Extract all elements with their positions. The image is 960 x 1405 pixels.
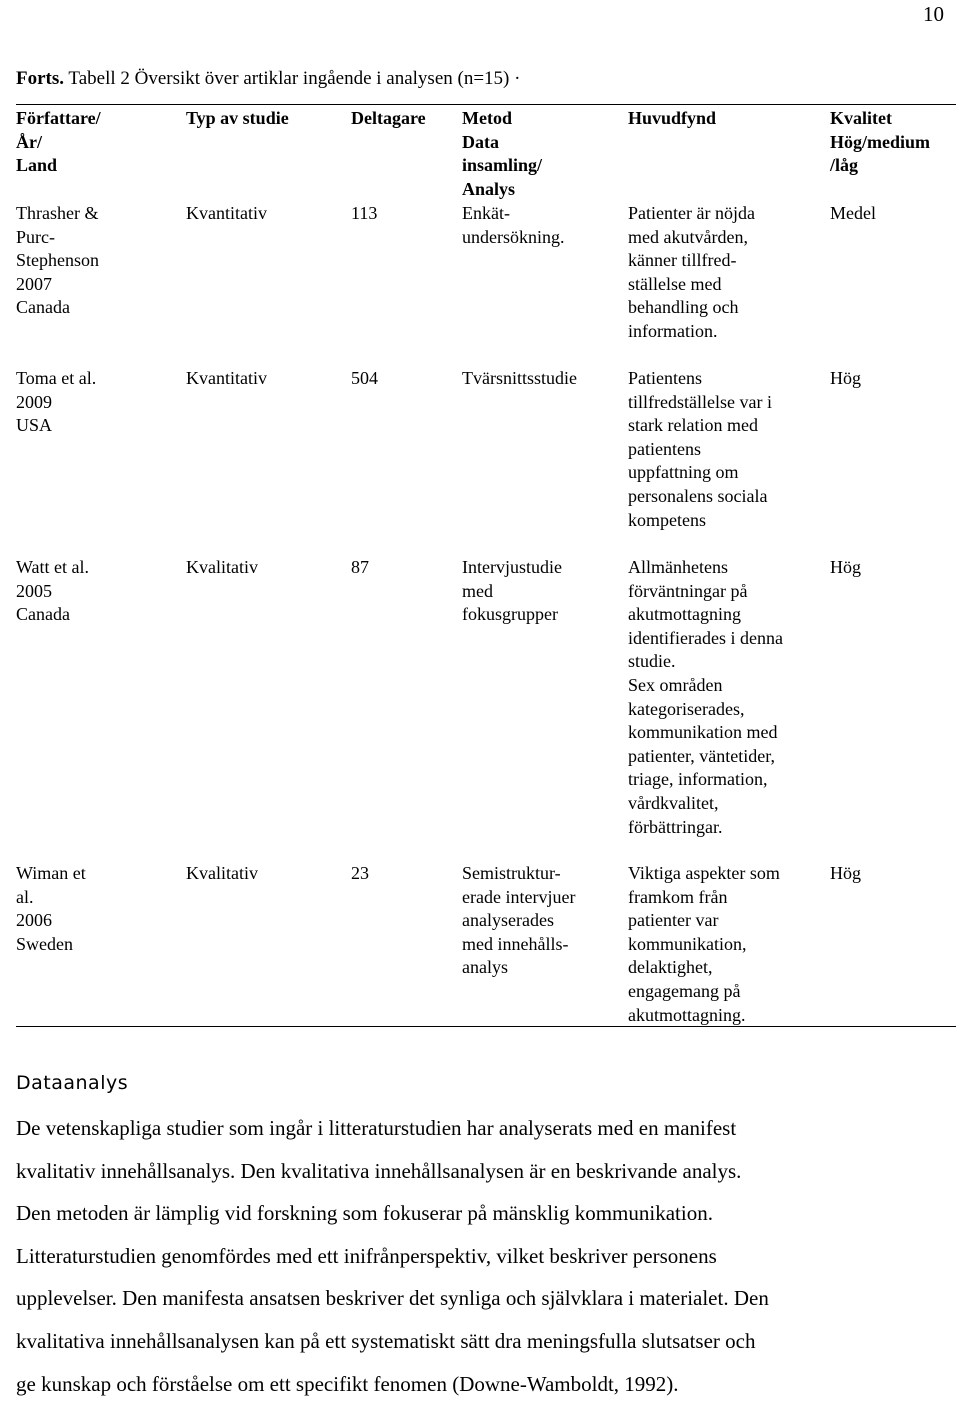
table-row-3-participants: 87 xyxy=(351,557,369,577)
table-row-3-quality: Hög xyxy=(830,557,861,577)
table-row-3-study-type: Kvalitativ xyxy=(186,557,258,577)
table-row-4-study-type: Kvalitativ xyxy=(186,863,258,883)
table-row-3-findings: Allmänhetens förväntningar på akutmottagning identifierades i denna studie. Sex områden kategoriserades, kommunikation med patienter, väntetider, triage, information, vårdkvalitet, förbättringar. xyxy=(628,557,783,837)
header-author: Författare/ År/ Land xyxy=(16,108,101,176)
table-row-1-quality: Medel xyxy=(830,203,876,223)
caption-prefix: Forts. xyxy=(16,68,65,89)
section-heading: Dataanalys xyxy=(16,1072,129,1094)
header-method: Metod Data insamling/ Analys xyxy=(462,108,543,199)
table-row-2-participants: 504 xyxy=(351,368,378,388)
caption-text: Tabell 2 Översikt över artiklar ingående i analysen (n=15) · xyxy=(64,68,521,89)
table-row-1-participants: 113 xyxy=(351,203,378,223)
table-row-2-author: Toma et al. 2009 USA xyxy=(16,368,97,436)
section-body-text: De vetenskapliga studier som ingår i litteraturstudien har analyserats med en manifest kvalitativ innehållsanalys. Den kvalitativa innehållsanalysen är en beskrivande analys. Den metoden är lämplig vid forskning som fokuserar på mänsklig kommunikation. Litteraturstudien genomfördes med ett inifrånperspektiv, vilket beskriver personens upplevelser. Den manifesta ansatsen beskriver det synliga och självklara i materialet. Den kvalitativa innehållsanalysen kan på ett systematiskt sätt dra meningsfulla slutsatser och ge kunskap och förståelse om ett specifikt fenomen (Downe-Wamboldt, 1992). xyxy=(16,1116,769,1396)
table-row-2-study-type: Kvantitativ xyxy=(186,368,267,388)
table-row-4-participants: 23 xyxy=(351,863,369,883)
table-row-4-quality: Hög xyxy=(830,863,861,883)
table-row-2-method: Tvärsnittsstudie xyxy=(462,368,577,388)
table-row-2-quality: Hög xyxy=(830,368,861,388)
page-number: 10 xyxy=(923,2,944,26)
table-row-4-method: Semistruktur- erade intervjuer analyserades med innehålls- analys xyxy=(462,863,576,978)
table-row-1-method: Enkät- undersökning. xyxy=(462,203,565,247)
table-row-1-findings: Patienter är nöjda med akutvården, känner tillfred- ställelse med behandling och information. xyxy=(628,203,755,341)
table-bottom-rule xyxy=(16,1026,956,1027)
header-quality: Kvalitet Hög/medium /låg xyxy=(830,108,931,176)
table-caption xyxy=(16,68,520,90)
table-top-rule xyxy=(16,104,956,105)
table-row-4-findings: Viktiga aspekter som framkom från patienter var kommunikation, delaktighet, engagemang på akutmottagning. xyxy=(628,863,780,1025)
table-row-1-study-type: Kvantitativ xyxy=(186,203,267,223)
header-findings: Huvudfynd xyxy=(628,108,717,128)
table-row-1-author: Thrasher & Purc- Stephenson 2007 Canada xyxy=(16,203,99,318)
table-row-3-author: Watt et al. 2005 Canada xyxy=(16,557,90,625)
table-row-2-findings: Patientens tillfredställelse var i stark relation med patientens uppfattning om personalens sociala kompetens xyxy=(628,368,772,530)
table-row-3-method: Intervjustudie med fokusgrupper xyxy=(462,557,562,625)
header-participants: Deltagare xyxy=(351,108,426,128)
table-row-4-author: Wiman et al. 2006 Sweden xyxy=(16,863,86,954)
header-study-type: Typ av studie xyxy=(186,108,289,128)
